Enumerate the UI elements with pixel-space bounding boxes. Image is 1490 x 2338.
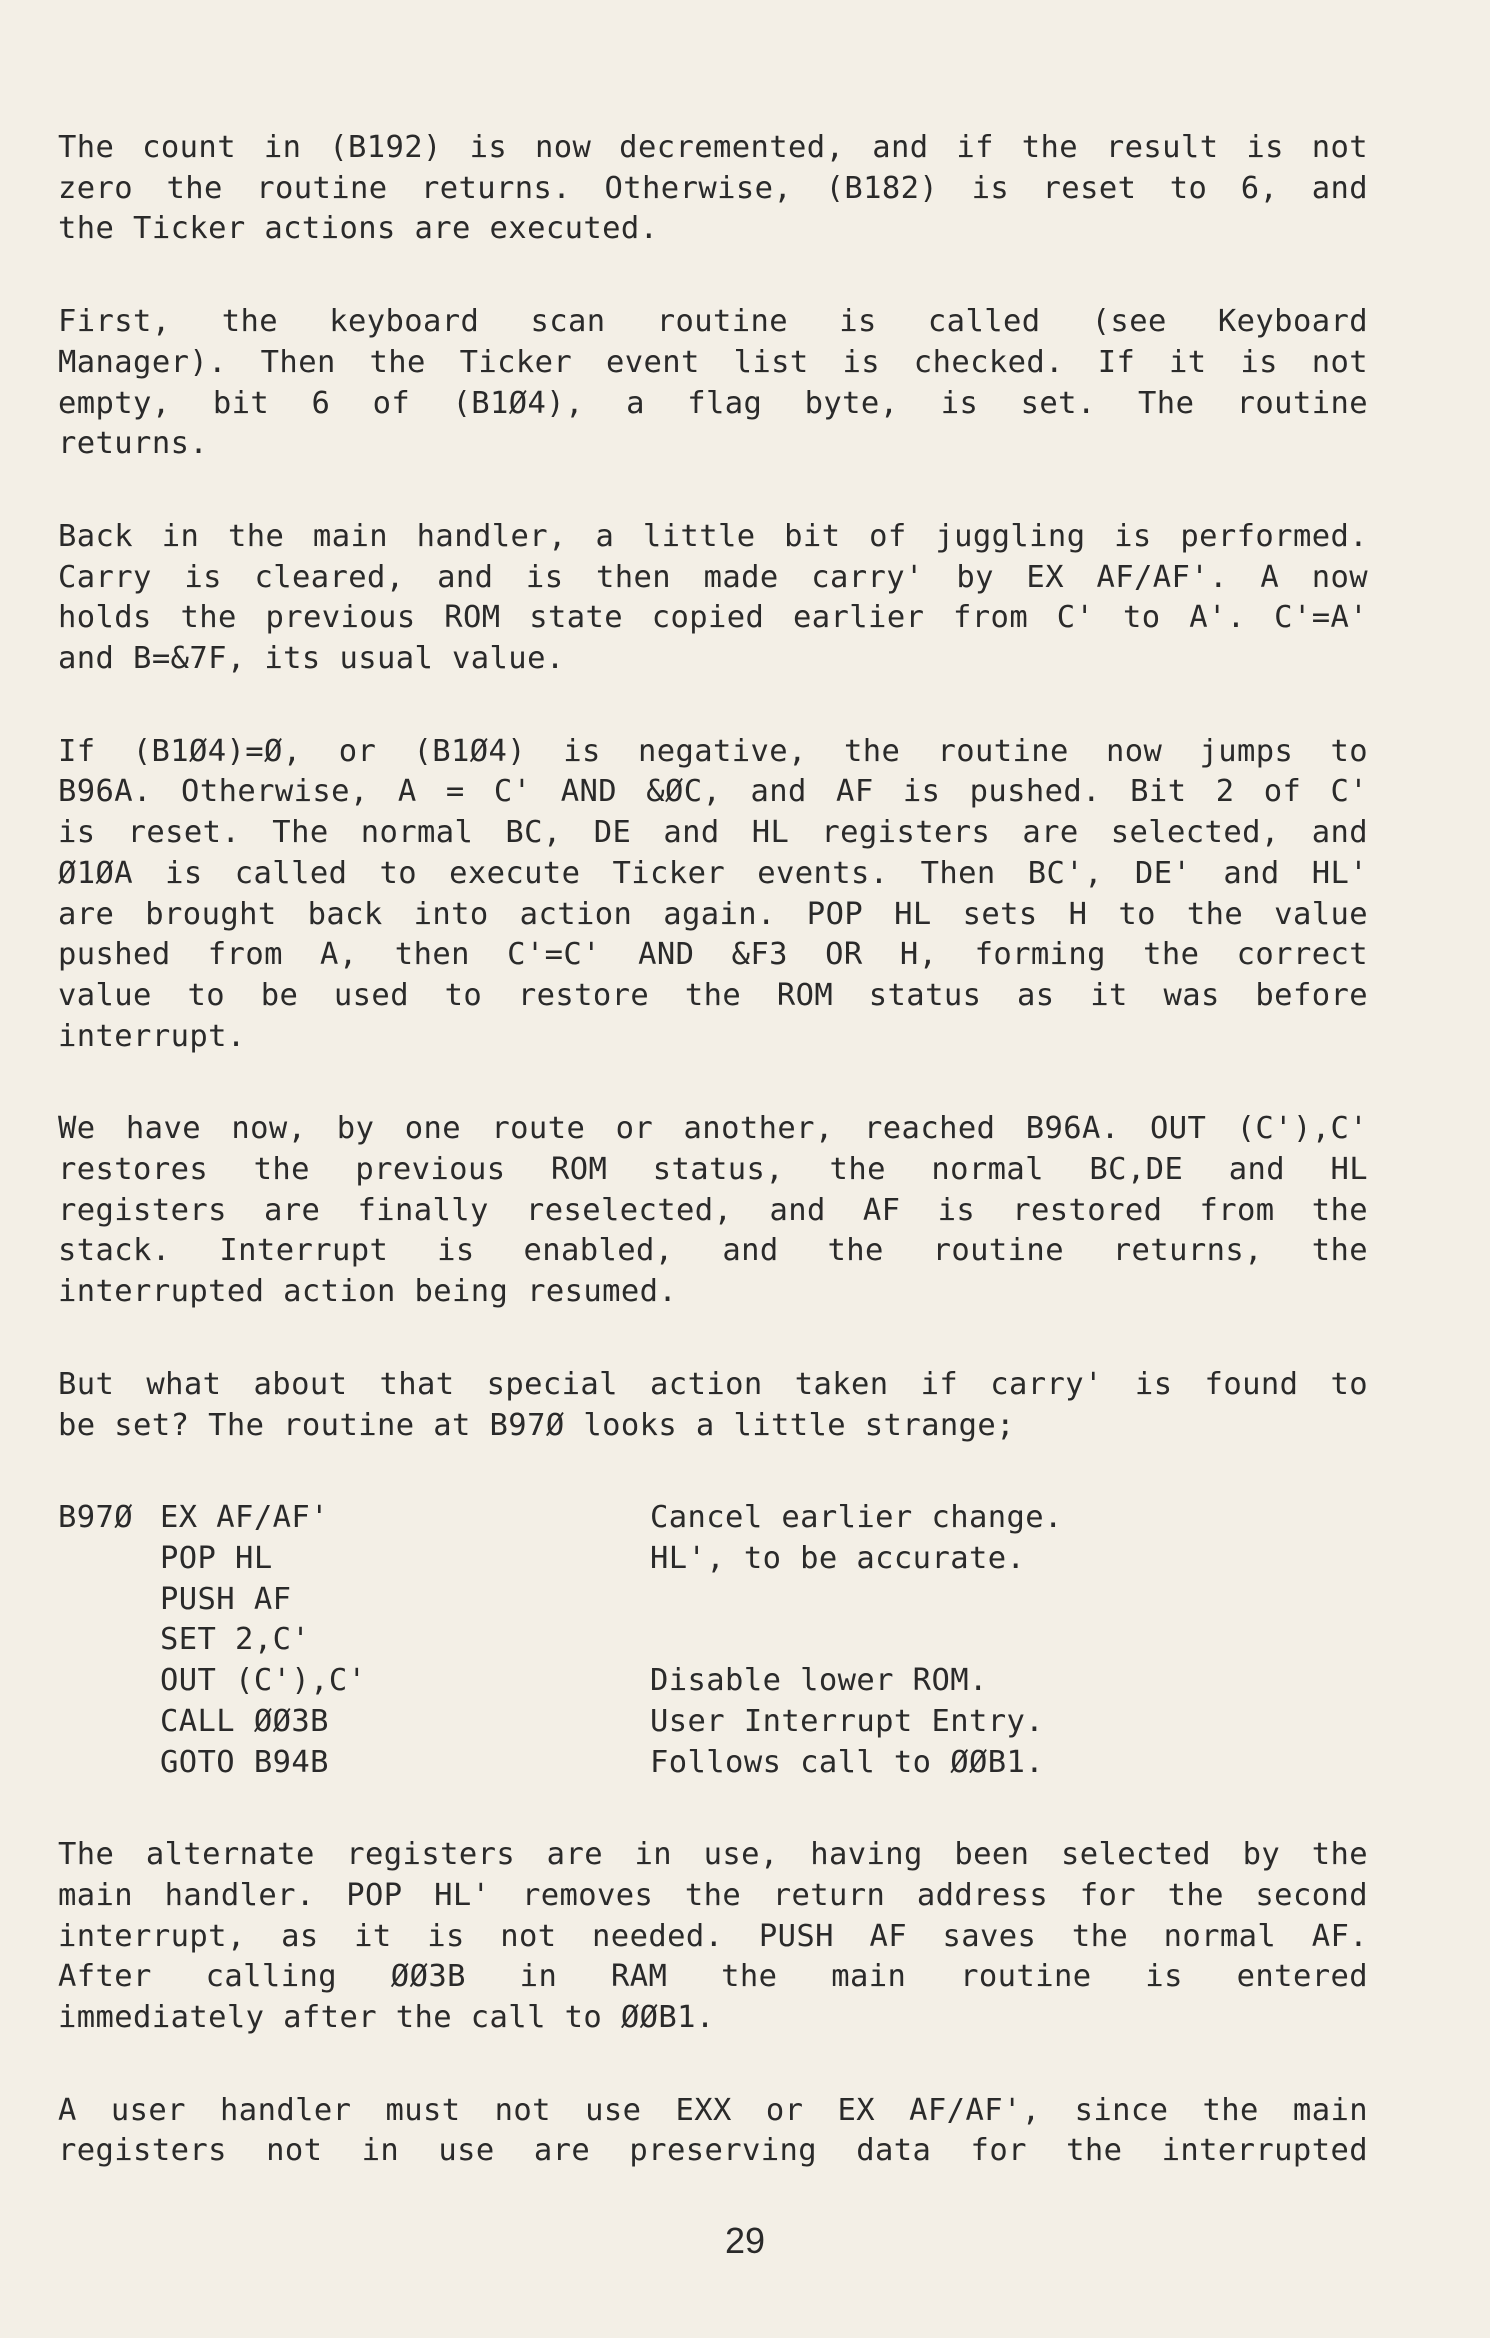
paragraph-alternate-registers	[58, 1835, 1368, 2039]
paragraph-keyboard-scan	[58, 302, 1368, 465]
code-row	[58, 1539, 1368, 1580]
text-line: registers not in use are preserving data for the interrupted	[58, 2133, 1368, 2169]
code-comment: User Interrupt Entry.	[650, 1703, 1045, 1739]
code-instruction: PUSH AF	[160, 1581, 292, 1617]
text-line: and B=&7F, its usual value.	[58, 641, 565, 677]
text-line: Back in the main handler, a little bit of juggling is performed.	[58, 518, 1368, 554]
text-line: B96A. Otherwise, A = C' AND &ØC, and AF is pushed. Bit 2 of C'	[58, 774, 1368, 810]
code-instruction: GOTO B94B	[160, 1744, 329, 1780]
code-instruction: EX AF/AF'	[160, 1500, 329, 1536]
text-line: Ø1ØA is called to execute Ticker events. Then BC', DE' and HL'	[58, 855, 1368, 891]
text-line: Manager). Then the Ticker event list is checked. If it is not	[58, 344, 1368, 380]
text-line: First, the keyboard scan routine is called (see Keyboard	[58, 304, 1368, 340]
text-line: zero the routine returns. Otherwise, (B182) is reset to 6, and	[58, 170, 1368, 206]
text-line: interrupt, as it is not needed. PUSH AF saves the normal AF.	[58, 1918, 1368, 1954]
paragraph-user-handler	[58, 2091, 1368, 2172]
code-address	[58, 1702, 160, 1743]
code-row	[58, 1620, 1368, 1661]
code-address	[58, 1661, 160, 1702]
text-line: But what about that special action taken if carry' is found to	[58, 1366, 1368, 1402]
text-line: main handler. POP HL' removes the return address for the second	[58, 1877, 1368, 1913]
code-row	[58, 1580, 1368, 1621]
code-comment: Follows call to ØØB1.	[650, 1744, 1045, 1780]
paragraph-jump-condition	[58, 732, 1368, 1058]
text-line: holds the previous ROM state copied earlier from C' to A'. C'=A'	[58, 600, 1368, 636]
code-comment	[650, 1620, 1368, 1661]
text-line: immediately after the call to ØØB1.	[58, 2000, 715, 2036]
code-comment: Disable lower ROM.	[650, 1663, 988, 1699]
paragraph-special-action	[58, 1365, 1368, 1446]
code-comment: Cancel earlier change.	[650, 1500, 1063, 1536]
text-line: value to be used to restore the ROM status as it was before	[58, 977, 1368, 1013]
text-line: are brought back into action again. POP HL sets H to the value	[58, 896, 1368, 932]
text-line: Carry is cleared, and is then made carry' by EX AF/AF'. A now	[58, 559, 1368, 595]
code-row	[58, 1661, 1368, 1702]
text-line: The alternate registers are in use, having been selected by the	[58, 1837, 1368, 1873]
text-line: If (B1Ø4)=Ø, or (B1Ø4) is negative, the routine now jumps to	[58, 733, 1368, 769]
text-line: registers are finally reselected, and AF is restored from the	[58, 1192, 1368, 1228]
text-line: restores the previous ROM status, the normal BC,DE and HL	[58, 1152, 1368, 1188]
code-instruction: CALL ØØ3B	[160, 1703, 329, 1739]
code-address: B97Ø	[58, 1500, 134, 1536]
code-address	[58, 1539, 160, 1580]
code-instruction: POP HL	[160, 1540, 273, 1576]
code-comment	[650, 1580, 1368, 1621]
code-row	[58, 1743, 1368, 1784]
text-line: The count in (B192) is now decremented, and if the result is not	[58, 130, 1368, 165]
code-row	[58, 1498, 1368, 1539]
paragraph-main-handler	[58, 517, 1368, 680]
text-line: A user handler must not use EXX or EX AF/AF', since the main	[58, 2092, 1368, 2128]
code-comment: HL', to be accurate.	[650, 1540, 1026, 1576]
paragraph-ticker-count	[58, 128, 1368, 250]
paragraph-b96a	[58, 1109, 1368, 1313]
text-line: interrupted action being resumed.	[58, 1274, 678, 1310]
text-line: interrupt.	[58, 1018, 246, 1054]
page-body	[58, 128, 1368, 2224]
text-line: is reset. The normal BC, DE and HL registers are selected, and	[58, 815, 1368, 851]
code-address	[58, 1743, 160, 1784]
text-line: the Ticker actions are executed.	[58, 211, 659, 247]
page-number: 29	[724, 2220, 766, 2261]
code-row	[58, 1702, 1368, 1743]
text-line: pushed from A, then C'=C' AND &F3 OR H, forming the correct	[58, 937, 1368, 973]
text-line: be set? The routine at B97Ø looks a little strange;	[58, 1407, 1015, 1443]
text-line: stack. Interrupt is enabled, and the routine returns, the	[58, 1233, 1368, 1269]
code-listing	[58, 1498, 1368, 1783]
text-line: returns.	[58, 426, 209, 462]
code-instruction: SET 2,C'	[160, 1622, 311, 1658]
text-line: We have now, by one route or another, reached B96A. OUT (C'),C'	[58, 1111, 1368, 1147]
text-line: After calling ØØ3B in RAM the main routine is entered	[58, 1959, 1368, 1995]
code-address	[58, 1580, 160, 1621]
code-instruction: OUT (C'),C'	[160, 1663, 367, 1699]
code-address	[58, 1620, 160, 1661]
text-line: empty, bit 6 of (B1Ø4), a flag byte, is set. The routine	[58, 385, 1368, 421]
